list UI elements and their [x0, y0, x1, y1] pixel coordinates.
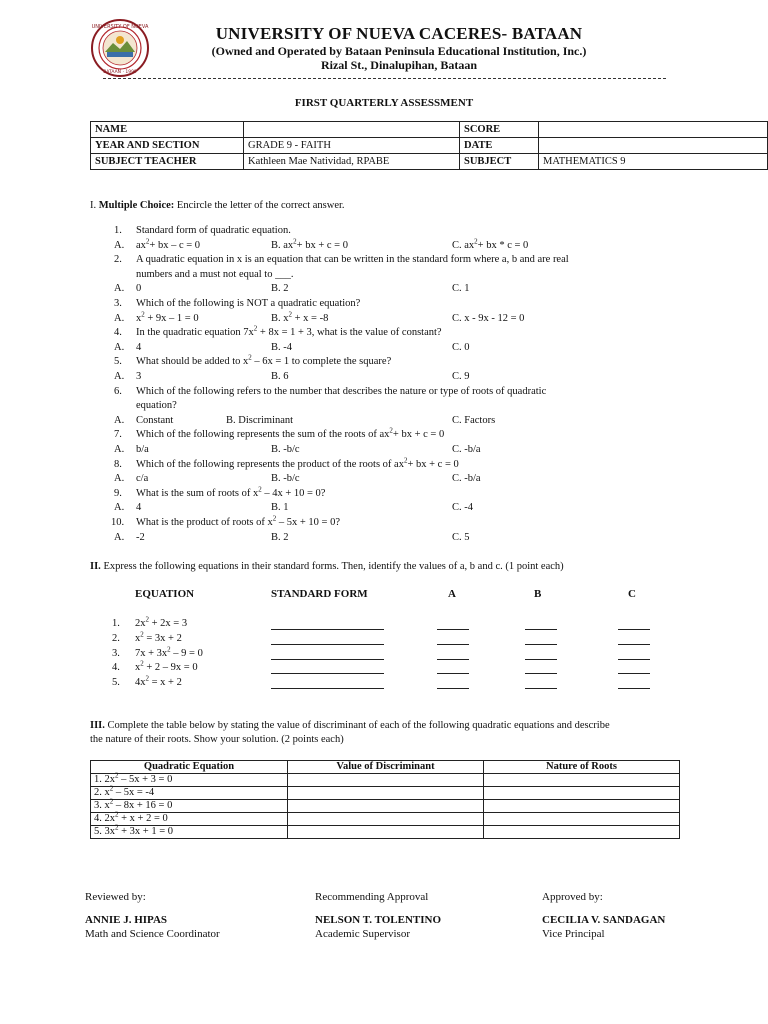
table-row [91, 800, 680, 813]
choice-letter: A. [114, 371, 125, 382]
name-label: NAME [91, 122, 244, 138]
question-number: 3. [114, 298, 122, 309]
question-text: Standard form of quadratic equation. [136, 225, 291, 236]
col-header-equation: EQUATION [135, 588, 195, 600]
part1-instruction [90, 199, 345, 213]
equation-text: $2x^2 + 2x = 3$ [135, 615, 188, 629]
question-number: 10. [111, 517, 125, 528]
choice-letter: A. [114, 283, 125, 295]
a-value-blank[interactable] [437, 688, 469, 689]
equation-text: $4x^2 = x + 2$ [135, 674, 182, 689]
standard-form-blank[interactable] [271, 673, 384, 674]
choice-text: B. 6 [271, 371, 289, 382]
choice-text: c/a [136, 473, 149, 485]
date-field[interactable] [539, 138, 768, 154]
col-header-standard-form: STANDARD FORM [271, 588, 368, 600]
standard-form-blank[interactable] [271, 659, 384, 660]
part3-roman: III. [90, 720, 105, 731]
equation-text: $x^2 + 2 - 9x = 0$ [135, 659, 198, 674]
reviewer-title: Math and Science Coordinator [85, 928, 220, 940]
question-text: A quadratic equation in x is an equation that can be written in the standard form where a, b and are real [136, 254, 569, 266]
question-text: Which of the following refers to the number that describes the nature or type of roots of quadratic [136, 385, 547, 397]
question-number: 2. [114, 254, 122, 266]
a-value-blank[interactable] [437, 659, 469, 660]
standard-form-blank[interactable] [271, 688, 384, 689]
choice-letter: A. [114, 341, 125, 353]
quadratic-equation-cell: 3. $x^2 - 8x + 16 = 0$ [91, 800, 288, 813]
name-field[interactable] [244, 122, 460, 138]
equation-number: 1. [112, 618, 120, 629]
nature-answer-cell[interactable] [484, 826, 680, 839]
question-text: What is the sum of roots of $x^2 - 4x + 10 = 0$? [136, 485, 326, 499]
a-value-blank[interactable] [437, 644, 469, 645]
question-text: What is the product of roots of $x^2 - 5x + 10 = 0$? [136, 514, 341, 528]
c-value-blank[interactable] [618, 659, 650, 660]
header-divider [103, 78, 666, 79]
choice-text: 3 [136, 371, 142, 382]
choice-text: C. 0 [452, 341, 470, 353]
approved-by-label: Approved by: [542, 891, 603, 903]
year-section-label: YEAR AND SECTION [91, 138, 244, 154]
a-value-blank[interactable] [437, 629, 469, 630]
equation-number: 2. [112, 632, 120, 644]
part3-text-1: Complete the table below by stating the value of discriminant of each of the following quadratic equations and describe [107, 720, 610, 731]
table-row [91, 826, 680, 839]
discriminant-table [90, 760, 680, 839]
choice-text: B. $x^2 + x = -8$ [271, 310, 329, 324]
standard-form-blank[interactable] [271, 644, 384, 645]
recommender-title: Academic Supervisor [315, 928, 410, 940]
choice-letter: A. [114, 531, 125, 543]
choice-text: C. Factors [452, 414, 496, 426]
choice-letter: A. [114, 444, 125, 455]
question-number: 6. [114, 385, 122, 397]
nature-answer-cell[interactable] [484, 800, 680, 813]
question-number: 9. [114, 487, 122, 499]
choice-letter: A. [114, 502, 125, 514]
choice-text: $x^2 + 9x - 1 = 0$ [136, 310, 199, 324]
owner-line: (Owned and Operated by Bataan Peninsula Educational Institution, Inc.) [211, 44, 587, 58]
choice-text: C. x - 9x - 12 = 0 [452, 312, 525, 324]
svg-text:BATAAN · 1999: BATAAN · 1999 [103, 70, 137, 75]
part1-heading: Multiple Choice: [98, 200, 175, 211]
question-text: What should be added to $x^2 - 6x = 1$ to complete the square? [136, 353, 392, 368]
discriminant-answer-cell[interactable] [288, 787, 484, 800]
choice-letter: A. [114, 239, 125, 251]
nature-answer-cell[interactable] [484, 774, 680, 787]
part3-instruction-line1 [90, 719, 610, 733]
discriminant-answer-cell[interactable] [288, 826, 484, 839]
choice-text: C. -b/a [452, 473, 481, 485]
date-label: DATE [460, 138, 539, 154]
choice-text: 4 [136, 502, 142, 514]
col-header-c: C [628, 588, 636, 600]
b-value-blank[interactable] [525, 659, 557, 660]
assessment-title: FIRST QUARTERLY ASSESSMENT [294, 97, 474, 109]
choice-text: C. -b/a [452, 444, 481, 455]
standard-form-blank[interactable] [271, 629, 384, 630]
choice-text: -2 [136, 531, 145, 543]
choice-text: B. -b/c [271, 473, 300, 485]
recommending-label: Recommending Approval [315, 891, 429, 903]
choice-text: C. -4 [452, 502, 473, 514]
choice-text: B. 2 [271, 531, 289, 543]
c-value-blank[interactable] [618, 644, 650, 645]
equation-text: $x^2 = 3x + 2$ [135, 630, 182, 644]
year-section-value: GRADE 9 - FAITH [244, 138, 460, 154]
choice-letter: A. [114, 414, 125, 426]
quadratic-equation-cell: 2. $x^2 - 5x = -4$ [91, 787, 288, 800]
col-header-b: B [534, 588, 542, 600]
choice-text: Constant [136, 414, 174, 426]
student-info-table [90, 121, 768, 170]
subject-label: SUBJECT [460, 154, 539, 170]
question-number: 7. [114, 429, 122, 441]
choice-text: 4 [136, 341, 142, 353]
b-value-blank[interactable] [525, 688, 557, 689]
table-row [91, 813, 680, 826]
recommender-name: NELSON T. TOLENTINO [315, 914, 442, 926]
question-text: Which of the following represents the sum of the roots of $ax^2+$ bx + c = 0 [136, 426, 445, 441]
teacher-value: Kathleen Mae Natividad, RPABE [244, 154, 460, 170]
reviewed-by-label: Reviewed by: [85, 891, 146, 903]
choice-text: C. 9 [452, 371, 470, 382]
choice-text: B. -b/c [271, 444, 300, 455]
part3-instruction-line2: the nature of their roots. Show your solution. (2 points each) [90, 734, 344, 745]
choice-text: C. $ax^2+$ bx * c = 0 [452, 237, 529, 251]
approver-name: CECILIA V. SANDAGAN [542, 914, 666, 926]
quadratic-equation-cell: 1. $2x^2 - 5x + 3 = 0$ [91, 774, 288, 787]
discriminant-answer-cell[interactable] [288, 800, 484, 813]
svg-text:UNIVERSITY OF NUEVA: UNIVERSITY OF NUEVA [91, 24, 149, 30]
equation-number: 4. [112, 662, 120, 674]
score-field[interactable] [539, 122, 768, 138]
question-number: 8. [114, 458, 122, 470]
part2-instruction [90, 560, 564, 574]
nature-answer-cell[interactable] [484, 813, 680, 826]
question-text: equation? [136, 400, 177, 412]
equation-text: $7x + 3x^2 - 9 = 0$ [135, 645, 203, 659]
col-header-a: A [448, 588, 456, 600]
discriminant-answer-cell[interactable] [288, 813, 484, 826]
approver-title: Vice Principal [542, 928, 605, 940]
choice-letter: A. [114, 312, 125, 324]
disc-header-value: Value of Discriminant [288, 761, 484, 774]
choice-text: B. 1 [271, 502, 289, 514]
a-value-blank[interactable] [437, 673, 469, 674]
part1-roman: I. [90, 200, 97, 211]
b-value-blank[interactable] [525, 673, 557, 674]
choice-text: b/a [136, 444, 149, 455]
university-name: UNIVERSITY OF NUEVA CACERES- BATAAN [215, 24, 583, 43]
c-value-blank[interactable] [618, 688, 650, 689]
choice-text: 0 [136, 283, 142, 295]
part2-text: Express the following equations in their standard forms. Then, identify the values of a, b and c. (1 point each) [103, 561, 564, 572]
quadratic-equation-cell: 4. $2x^2 + x + 2 = 0$ [91, 813, 288, 826]
question-text: numbers and a must not equal to ___. [136, 268, 294, 280]
part2-roman: II. [90, 561, 101, 572]
question-text: Which of the following represents the product of the roots of $ax^2+$ bx + c = 0 [136, 456, 459, 470]
disc-header-nature: Nature of Roots [484, 761, 680, 774]
choice-letter: A. [114, 473, 125, 485]
subject-value: MATHEMATICS 9 [539, 154, 768, 170]
choice-text: B. $ax^2+$ bx + c = 0 [271, 237, 348, 251]
teacher-label: SUBJECT TEACHER [91, 154, 244, 170]
part1-text: Encircle the letter of the correct answer. [176, 200, 345, 211]
question-text: In the quadratic equation $7x^2 + 8x = 1 + 3$, what is the value of constant? [136, 324, 442, 339]
question-number: 1. [114, 225, 122, 236]
disc-header-equation: Quadratic Equation [91, 761, 288, 774]
choice-text: C. 1 [452, 283, 470, 295]
nature-answer-cell[interactable] [484, 787, 680, 800]
table-row [91, 787, 680, 800]
choice-text: B. 2 [271, 283, 289, 295]
equation-number: 3. [112, 647, 120, 659]
address-line: Rizal St., Dinalupihan, Bataan [320, 58, 478, 72]
question-number: 5. [114, 356, 122, 368]
choice-text: $ax^2+$ bx – c = 0 [136, 237, 201, 251]
score-label: SCORE [460, 122, 539, 138]
b-value-blank[interactable] [525, 644, 557, 645]
question-text: Which of the following is NOT a quadratic equation? [136, 298, 361, 309]
c-value-blank[interactable] [618, 673, 650, 674]
quadratic-equation-cell: 5. $3x^2 + 3x + 1 = 0$ [91, 826, 288, 839]
choice-text: C. 5 [452, 531, 470, 543]
table-row [91, 774, 680, 787]
b-value-blank[interactable] [525, 629, 557, 630]
discriminant-answer-cell[interactable] [288, 774, 484, 787]
choice-text: B. Discriminant [226, 414, 294, 426]
question-number: 4. [114, 327, 122, 339]
reviewer-name: ANNIE J. HIPAS [85, 914, 168, 926]
c-value-blank[interactable] [618, 629, 650, 630]
equation-number: 5. [112, 677, 120, 689]
choice-text: B. -4 [271, 341, 292, 353]
